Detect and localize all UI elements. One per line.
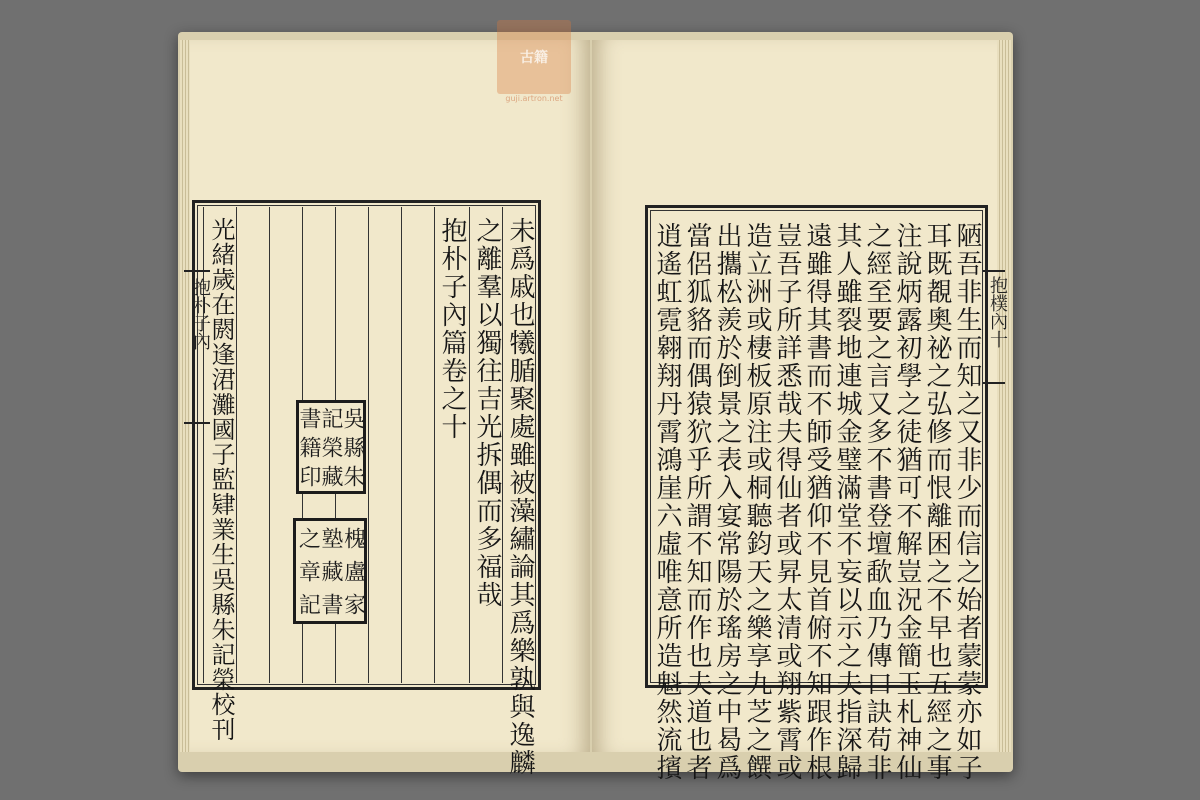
right-text-block bbox=[645, 205, 988, 782]
collector-seal-1: 吳 縣 朱 記 榮 藏 書 籍 印 bbox=[296, 400, 366, 494]
text-line: 逍遙虹霓翱翔丹霄鴻崖六虛唯意所造魁然流擯 bbox=[652, 222, 682, 782]
watermark-url: guji.artron.net bbox=[505, 94, 563, 103]
text-line: 注說炳露初學之徒猶可不解豈況金簡玉札神仙 bbox=[892, 222, 922, 782]
text-line: 未爲戚也犧腯聚處雖被藻繡論其爲樂孰與逸麟 bbox=[505, 217, 535, 777]
fold-marker-left bbox=[184, 270, 210, 424]
text-line: 遠雖得其書而不師受猶仰不見首俯不知跟作根 bbox=[802, 222, 832, 782]
text-line: 陋吾非生而知之又非少而信之始者蒙蒙亦如子 bbox=[952, 222, 982, 782]
fold-label-right: 抱樸內十 bbox=[987, 276, 1008, 348]
right-text-column-1 bbox=[950, 212, 983, 782]
left-text-column-2 bbox=[469, 207, 503, 683]
text-line: 豈吾子所詳悉哉夫得仙者或昇太清或翔紫霄或 bbox=[772, 222, 802, 782]
fold-label-left: 抱朴子內 bbox=[190, 278, 211, 350]
right-text-column-2 bbox=[920, 212, 953, 782]
right-text-column-9 bbox=[710, 212, 743, 782]
text-line: 之經至要之言又多不書登壇歃血乃傳口訣苟非 bbox=[862, 222, 892, 782]
right-text-column-6 bbox=[800, 212, 833, 782]
watermark-label: 古籍 bbox=[520, 50, 548, 66]
right-text-column-8 bbox=[740, 212, 773, 782]
text-line: 出攜松羨於倒景之表入宴常陽於瑤房之中曷爲 bbox=[712, 222, 742, 782]
watermark-logo bbox=[497, 20, 571, 94]
collector-seal-2: 槐 盧 家 塾 藏 書 之 章 記 bbox=[293, 518, 367, 624]
empty-column bbox=[236, 207, 270, 683]
text-line: 之離羣以獨往吉光拆偶而多福哉 bbox=[472, 217, 502, 609]
colophon: 光緒歲在閼逢涒灘國子監肄業生吳縣朱記榮校刊 bbox=[207, 217, 235, 742]
right-text-column-10 bbox=[680, 212, 713, 782]
text-line: 耳既覩奧祕之弘修而恨離困之不早也五經之事 bbox=[922, 222, 952, 782]
right-text-column-11 bbox=[650, 212, 683, 782]
left-text-column-1 bbox=[502, 207, 536, 777]
empty-column bbox=[368, 207, 402, 683]
empty-column bbox=[401, 207, 435, 683]
text-line: 當侶狐貉而偶猿狖乎所謂不知而作也夫道也者 bbox=[682, 222, 712, 782]
chapter-end-title: 抱朴子內篇卷之十 bbox=[437, 217, 467, 441]
right-text-column-5 bbox=[830, 212, 863, 782]
right-text-column-4 bbox=[860, 212, 893, 782]
right-text-column-3 bbox=[890, 212, 923, 782]
right-text-column-7 bbox=[770, 212, 803, 782]
page-edges-right bbox=[997, 40, 1011, 752]
text-line: 造立洲或棲板原注或桐聽鈞天之樂享九芝之饌 bbox=[742, 222, 772, 782]
text-line: 其人雖裂地連城金璧滿堂不妄以示之夫指深歸 bbox=[832, 222, 862, 782]
left-chapter-end-column bbox=[434, 207, 468, 683]
fold-marker-right bbox=[983, 270, 1008, 384]
